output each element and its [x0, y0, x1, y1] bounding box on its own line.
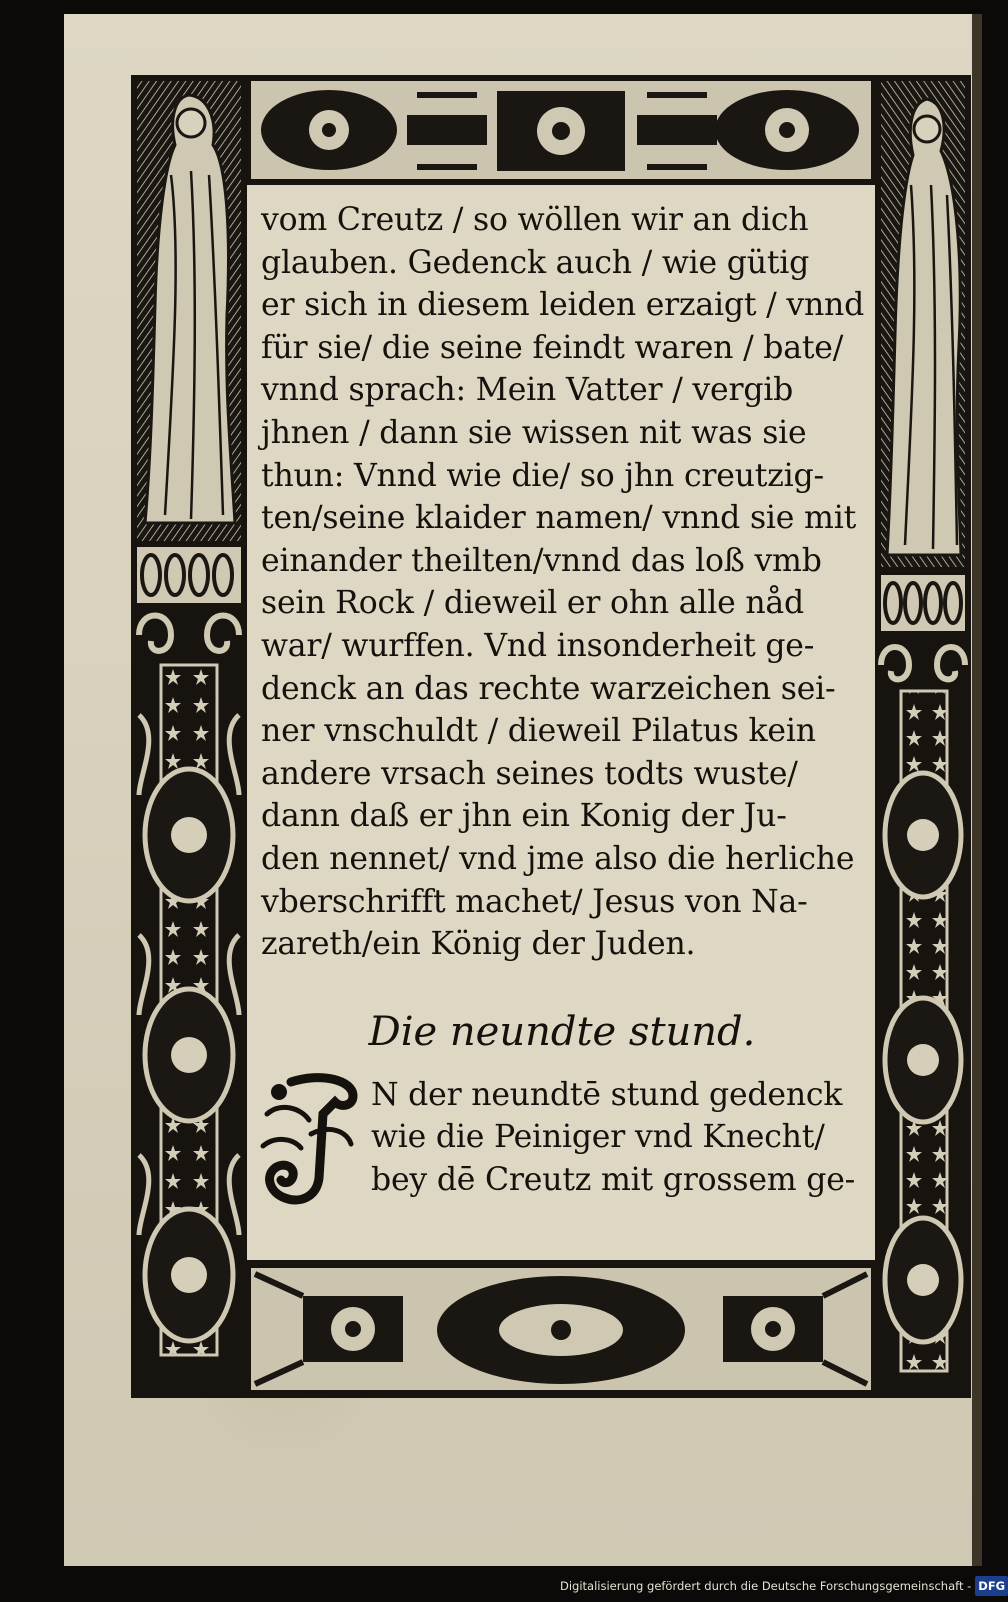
credit-text: Digitalisierung gefördert durch die Deutsche Forschungsgemeinschaft - [560, 1579, 972, 1593]
text-line: vnnd sprach: Mein Vatter / vergib [261, 372, 794, 409]
text-line: thun: Vnnd wie die/ so jhn creutzig- [261, 457, 824, 494]
text-line: ner vnschuldt / dieweil Pilatus kein [261, 713, 816, 750]
text-line: zareth/ein König der Juden. [261, 926, 696, 963]
text-line: einander theilten/vnnd das loß vmb [261, 542, 822, 579]
text-line: ten/seine klaider namen/ vnnd sie mit [261, 500, 857, 537]
decorated-initial-j [261, 1074, 361, 1206]
dfg-logo: DFG [975, 1576, 1008, 1596]
paragraph-1 [261, 199, 863, 966]
text-line: dann daß er jhn ein Konig der Ju- [261, 798, 787, 835]
paragraph-2 [261, 1074, 863, 1202]
left-woodcut-illustration [131, 75, 247, 1398]
text-line: wie die Peiniger vnd Knecht/ [371, 1119, 825, 1156]
text-line: bey dē Creutz mit grossem ge- [371, 1161, 856, 1198]
text-line: denck an das rechte warzeichen sei- [261, 670, 836, 707]
text-line: vberschrifft machet/ Jesus von Na- [261, 883, 808, 920]
text-line: andere vrsach seines todts wuste/ [261, 755, 798, 792]
bottom-woodcut-ornament [247, 1260, 875, 1398]
right-border-ornament [875, 75, 971, 1398]
top-border-band [247, 75, 875, 185]
text-line: für sie/ die seine feindt waren / bate/ [261, 329, 844, 366]
left-border-ornament [131, 75, 247, 1398]
section-heading: Die neundte stund. [368, 1008, 756, 1055]
right-woodcut-illustration [875, 75, 971, 1398]
text-line: glauben. Gedenck auch / wie gütig [261, 244, 810, 281]
bottom-border-band [247, 1260, 875, 1398]
top-woodcut-ornament [247, 75, 875, 185]
text-line: er sich in diesem leiden erzaigt / vnnd [261, 287, 865, 324]
text-line: jhnen / dann sie wissen nit was sie [261, 414, 807, 451]
text-line: vom Creutz / so wöllen wir an dich [261, 202, 809, 238]
digitization-credit [560, 1576, 1006, 1596]
text-line: sein Rock / dieweil er ohn alle nåd [261, 585, 804, 622]
text-panel [247, 185, 875, 1260]
text-line: den nennet/ vnd jme also die herliche [261, 840, 855, 877]
woodcut-border-frame [131, 75, 971, 1398]
text-line: war/ wurffen. Vnd insonderheit ge- [261, 627, 815, 664]
text-line: N der neundtē stund gedenck [371, 1076, 843, 1113]
